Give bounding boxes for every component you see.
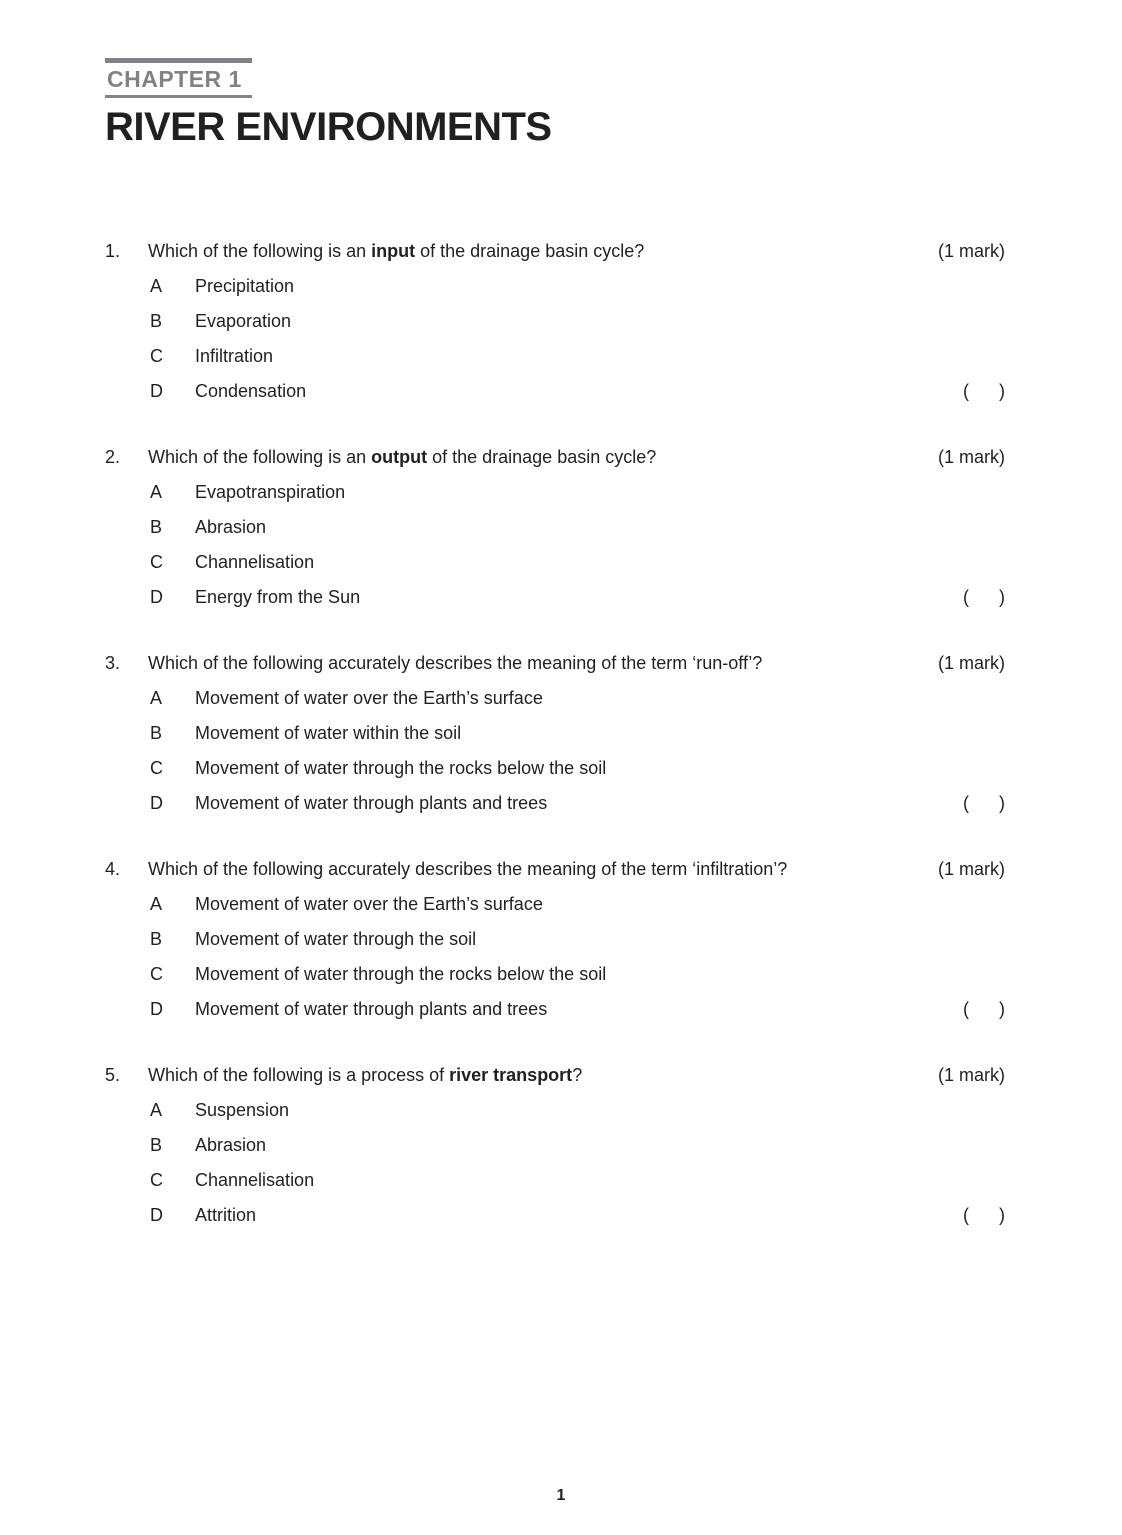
option-letter: D xyxy=(150,999,163,1019)
option-letter: D xyxy=(150,793,163,813)
question-header xyxy=(105,440,1005,475)
option-row xyxy=(150,786,1005,821)
questions xyxy=(105,234,1005,1233)
option-row xyxy=(150,545,1005,580)
option-letter: D xyxy=(150,587,163,607)
option-row xyxy=(150,1163,1005,1198)
option-text: Condensation xyxy=(195,381,307,401)
option-letter: A xyxy=(150,276,163,296)
question-marks: (1 mark) xyxy=(938,1065,1005,1085)
option-text: Evaporation xyxy=(195,311,292,331)
option-row xyxy=(150,304,1005,339)
option-row xyxy=(150,339,1005,374)
option-row xyxy=(150,510,1005,545)
question-marks: (1 mark) xyxy=(938,859,1005,879)
option-letter: A xyxy=(150,688,163,708)
option-letter: C xyxy=(150,758,163,778)
answer-brackets: ( ) xyxy=(963,587,1005,607)
option-text: Abrasion xyxy=(195,517,267,537)
question-text: Which of the following is an output of the drainage basin cycle? xyxy=(148,447,657,467)
question-text: Which of the following accurately describes the meaning of the term ‘infiltration’? xyxy=(148,859,788,879)
question-number: 2. xyxy=(105,447,121,467)
question-block xyxy=(105,234,1005,409)
chapter-label: CHAPTER 1 xyxy=(105,58,252,98)
option-text: Movement of water through the rocks below the soil xyxy=(195,964,607,984)
options xyxy=(105,681,1005,821)
answer-brackets: ( ) xyxy=(963,1205,1005,1225)
question-block xyxy=(105,440,1005,615)
option-letter: B xyxy=(150,311,163,331)
option-letter: D xyxy=(150,1205,163,1225)
question-text: Which of the following is a process of river transport? xyxy=(148,1065,583,1085)
option-text: Energy from the Sun xyxy=(195,587,361,607)
question-block xyxy=(105,852,1005,1027)
option-row xyxy=(150,887,1005,922)
answer-brackets: ( ) xyxy=(963,999,1005,1019)
option-text: Movement of water over the Earth’s surface xyxy=(195,894,543,914)
question-block xyxy=(105,646,1005,821)
option-text: Attrition xyxy=(195,1205,257,1225)
option-text: Movement of water over the Earth’s surface xyxy=(195,688,543,708)
question-block xyxy=(105,1058,1005,1233)
question-number: 4. xyxy=(105,859,121,879)
option-row xyxy=(150,1198,1005,1233)
option-letter: B xyxy=(150,929,163,949)
option-row xyxy=(150,580,1005,615)
question-marks: (1 mark) xyxy=(938,447,1005,467)
question-marks: (1 mark) xyxy=(938,653,1005,673)
option-text: Precipitation xyxy=(195,276,295,296)
question-number: 5. xyxy=(105,1065,121,1085)
page-title: RIVER ENVIRONMENTS xyxy=(105,105,552,149)
chapter-header xyxy=(105,58,1005,148)
option-letter: D xyxy=(150,381,163,401)
options xyxy=(105,887,1005,1027)
option-letter: A xyxy=(150,894,163,914)
option-text: Suspension xyxy=(195,1100,290,1120)
option-text: Movement of water through the soil xyxy=(195,929,477,949)
option-text: Movement of water within the soil xyxy=(195,723,462,743)
answer-brackets: ( ) xyxy=(963,381,1005,401)
question-number: 1. xyxy=(105,241,121,261)
option-letter: C xyxy=(150,346,163,366)
option-letter: A xyxy=(150,482,163,502)
page-number: 1 xyxy=(556,1487,566,1504)
question-header xyxy=(105,234,1005,269)
option-row xyxy=(150,1128,1005,1163)
option-text: Movement of water through plants and trees xyxy=(195,793,548,813)
option-letter: C xyxy=(150,1170,163,1190)
option-row xyxy=(150,475,1005,510)
option-text: Evapotranspiration xyxy=(195,482,346,502)
option-row xyxy=(150,269,1005,304)
option-row xyxy=(150,1093,1005,1128)
option-text: Abrasion xyxy=(195,1135,267,1155)
option-row xyxy=(150,922,1005,957)
option-row xyxy=(150,751,1005,786)
option-row xyxy=(150,716,1005,751)
option-letter: C xyxy=(150,964,163,984)
options xyxy=(105,1093,1005,1233)
option-text: Infiltration xyxy=(195,346,274,366)
options xyxy=(105,269,1005,409)
option-text: Channelisation xyxy=(195,552,315,572)
question-header xyxy=(105,1058,1005,1093)
question-marks: (1 mark) xyxy=(938,241,1005,261)
question-header xyxy=(105,646,1005,681)
question-text: Which of the following is an input of the drainage basin cycle? xyxy=(148,241,645,261)
option-letter: C xyxy=(150,552,163,572)
option-row xyxy=(150,374,1005,409)
option-letter: A xyxy=(150,1100,163,1120)
option-row xyxy=(150,681,1005,716)
options xyxy=(105,475,1005,615)
option-text: Movement of water through the rocks below the soil xyxy=(195,758,607,778)
option-letter: B xyxy=(150,723,163,743)
option-row xyxy=(150,957,1005,992)
option-letter: B xyxy=(150,1135,163,1155)
option-text: Channelisation xyxy=(195,1170,315,1190)
question-header xyxy=(105,852,1005,887)
option-letter: B xyxy=(150,517,163,537)
option-text: Movement of water through plants and trees xyxy=(195,999,548,1019)
question-number: 3. xyxy=(105,653,121,673)
question-text: Which of the following accurately describes the meaning of the term ‘run-off’? xyxy=(148,653,763,673)
answer-brackets: ( ) xyxy=(963,793,1005,813)
option-row xyxy=(150,992,1005,1027)
